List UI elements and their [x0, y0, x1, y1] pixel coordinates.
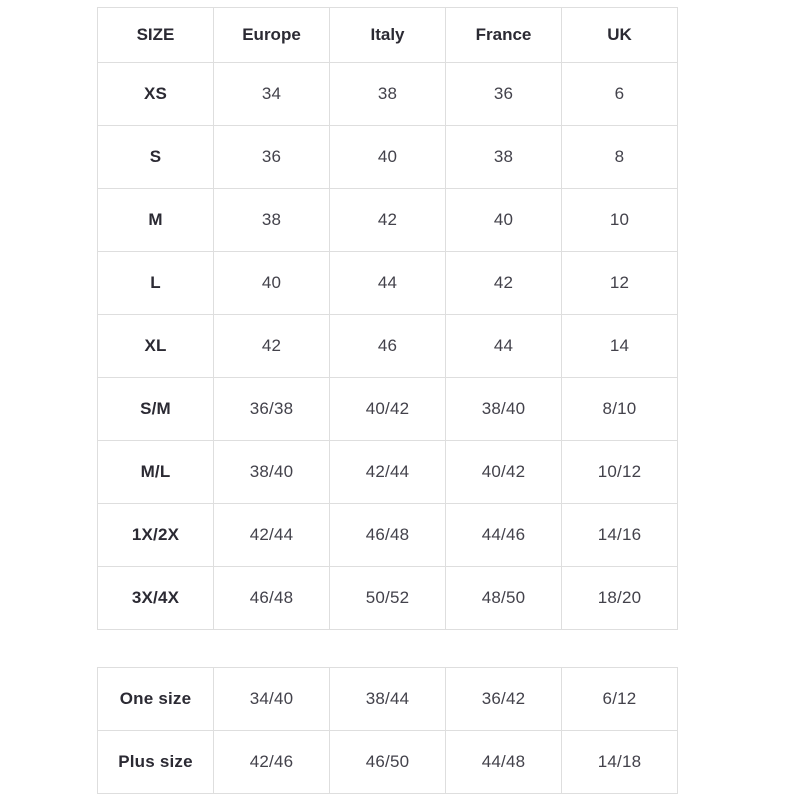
value-cell: 44 — [330, 252, 446, 315]
value-cell: 40/42 — [446, 441, 562, 504]
value-cell: 14/18 — [562, 731, 678, 794]
size-label-cell: XL — [98, 315, 214, 378]
value-cell: 40 — [330, 126, 446, 189]
value-cell: 10/12 — [562, 441, 678, 504]
value-cell: 38 — [446, 126, 562, 189]
value-cell: 40 — [446, 189, 562, 252]
size-table-body — [98, 63, 678, 630]
header-row — [98, 8, 678, 63]
table-row — [98, 315, 678, 378]
value-cell: 42 — [330, 189, 446, 252]
table-row — [98, 378, 678, 441]
value-cell: 38/44 — [330, 668, 446, 731]
size-label-cell: S/M — [98, 378, 214, 441]
value-cell: 44/46 — [446, 504, 562, 567]
size-label-cell: 1X/2X — [98, 504, 214, 567]
table-row — [98, 63, 678, 126]
value-cell: 42/46 — [214, 731, 330, 794]
table-row — [98, 441, 678, 504]
value-cell: 42/44 — [330, 441, 446, 504]
size-label-cell: XS — [98, 63, 214, 126]
table-row — [98, 189, 678, 252]
value-cell: 34 — [214, 63, 330, 126]
special-sizes-table-body — [98, 668, 678, 794]
size-label-cell: M/L — [98, 441, 214, 504]
value-cell: 14 — [562, 315, 678, 378]
value-cell: 50/52 — [330, 567, 446, 630]
value-cell: 8/10 — [562, 378, 678, 441]
value-cell: 42 — [446, 252, 562, 315]
value-cell: 6 — [562, 63, 678, 126]
table-row — [98, 731, 678, 794]
table-row — [98, 252, 678, 315]
value-cell: 48/50 — [446, 567, 562, 630]
value-cell: 46 — [330, 315, 446, 378]
value-cell: 34/40 — [214, 668, 330, 731]
value-cell: 46/48 — [330, 504, 446, 567]
special-sizes-table — [97, 667, 678, 794]
size-conversion-table — [97, 7, 678, 630]
column-header: France — [446, 8, 562, 63]
value-cell: 36/38 — [214, 378, 330, 441]
value-cell: 46/50 — [330, 731, 446, 794]
value-cell: 42 — [214, 315, 330, 378]
column-header: UK — [562, 8, 678, 63]
value-cell: 36 — [446, 63, 562, 126]
value-cell: 8 — [562, 126, 678, 189]
value-cell: 36/42 — [446, 668, 562, 731]
table-row — [98, 126, 678, 189]
size-label-cell: Plus size — [98, 731, 214, 794]
size-label-cell: S — [98, 126, 214, 189]
value-cell: 18/20 — [562, 567, 678, 630]
value-cell: 38 — [330, 63, 446, 126]
size-label-cell: One size — [98, 668, 214, 731]
column-header: Europe — [214, 8, 330, 63]
size-table-header — [98, 8, 678, 63]
value-cell: 38/40 — [446, 378, 562, 441]
value-cell: 38/40 — [214, 441, 330, 504]
value-cell: 46/48 — [214, 567, 330, 630]
value-cell: 14/16 — [562, 504, 678, 567]
value-cell: 12 — [562, 252, 678, 315]
value-cell: 6/12 — [562, 668, 678, 731]
value-cell: 40/42 — [330, 378, 446, 441]
value-cell: 38 — [214, 189, 330, 252]
table-row — [98, 668, 678, 731]
value-cell: 42/44 — [214, 504, 330, 567]
table-row — [98, 567, 678, 630]
column-header: Italy — [330, 8, 446, 63]
table-row — [98, 504, 678, 567]
size-label-cell: 3X/4X — [98, 567, 214, 630]
column-header: SIZE — [98, 8, 214, 63]
value-cell: 10 — [562, 189, 678, 252]
value-cell: 44/48 — [446, 731, 562, 794]
size-label-cell: L — [98, 252, 214, 315]
value-cell: 44 — [446, 315, 562, 378]
value-cell: 40 — [214, 252, 330, 315]
size-label-cell: M — [98, 189, 214, 252]
value-cell: 36 — [214, 126, 330, 189]
